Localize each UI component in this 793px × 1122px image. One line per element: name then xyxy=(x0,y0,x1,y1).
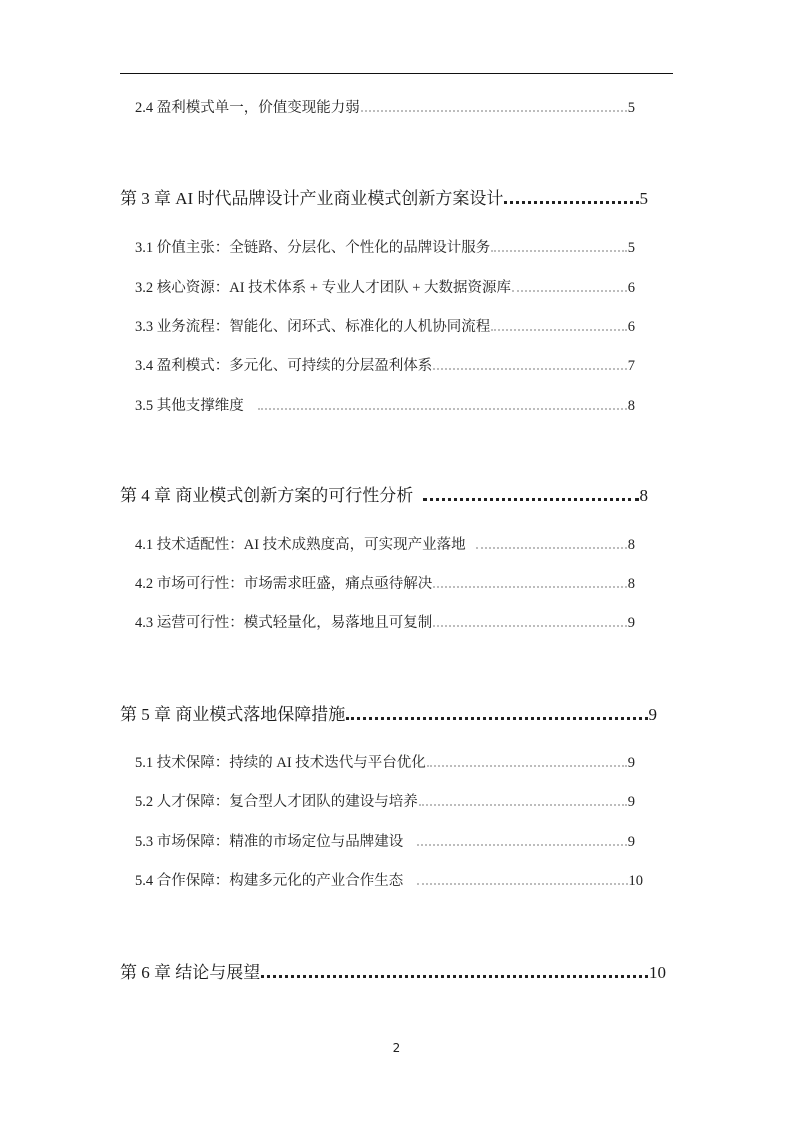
toc-entry-5-4[interactable] xyxy=(135,869,643,890)
toc-entry-3-3[interactable] xyxy=(135,315,635,336)
page-number: 2 xyxy=(392,1041,401,1055)
toc-entry-label: 4.2 市场可行性：市场需求旺盛，痛点亟待解决 xyxy=(135,576,433,592)
dot-leader xyxy=(417,844,627,846)
toc-entry-page: 8 xyxy=(627,537,635,553)
dot-leader xyxy=(491,329,627,331)
toc-entry-page: 5 xyxy=(627,240,635,256)
toc-chapter-5[interactable] xyxy=(120,700,657,725)
toc-entry-label: 3.4 盈利模式：多元化、可持续的分层盈利体系 xyxy=(135,358,433,374)
toc-entry-label: 3.3 业务流程：智能化、闭环式、标准化的人机协同流程 xyxy=(135,319,491,335)
dot-leader xyxy=(433,625,627,627)
dot-leader xyxy=(258,408,627,410)
toc-entry-4-2[interactable] xyxy=(135,572,635,593)
toc-entry-4-1[interactable] xyxy=(135,533,635,554)
toc-entry-page: 6 xyxy=(627,280,635,296)
toc-chapter-label: 第 5 章 商业模式落地保障措施 xyxy=(120,705,346,724)
toc-entry-label: 3.5 其他支撑维度 xyxy=(135,398,244,414)
toc-entry-5-2[interactable] xyxy=(135,790,635,811)
toc-chapter-label: 第 4 章 商业模式创新方案的可行性分析 xyxy=(120,486,414,505)
toc-chapter-label: 第 3 章 AI 时代品牌设计产业商业模式创新方案设计 xyxy=(120,189,504,208)
dot-leader xyxy=(346,717,647,720)
toc-chapter-3[interactable] xyxy=(120,184,648,209)
dot-leader xyxy=(504,201,638,204)
toc-entry-label: 5.2 人才保障：复合型人才团队的建设与培养 xyxy=(135,794,418,810)
dot-leader xyxy=(261,975,648,978)
toc-entry-label: 4.3 运营可行性：模式轻量化，易落地且可复制 xyxy=(135,615,433,631)
toc-entry-3-2[interactable] xyxy=(135,276,635,297)
toc-chapter-6[interactable] xyxy=(120,958,666,983)
toc-entry-page: 9 xyxy=(627,834,635,850)
toc-entry-page: 8 xyxy=(627,576,635,592)
toc-chapter-page: 8 xyxy=(639,486,648,505)
toc-entry-3-1[interactable] xyxy=(135,236,635,257)
toc-chapter-page: 9 xyxy=(648,705,657,724)
dot-leader xyxy=(419,804,627,806)
toc-entry-label: 3.2 核心资源：AI 技术体系 + 专业人才团队 + 大数据资源库 xyxy=(135,280,512,296)
dot-leader xyxy=(433,586,627,588)
toc-entry-5-3[interactable] xyxy=(135,830,635,851)
toc-entry-label: 5.3 市场保障：精准的市场定位与品牌建设 xyxy=(135,834,404,850)
toc-entry-label: 5.4 合作保障：构建多元化的产业合作生态 xyxy=(135,873,404,889)
toc-entry-4-3[interactable] xyxy=(135,611,635,632)
toc-entry-3-5[interactable] xyxy=(135,394,635,415)
toc-entry-page: 5 xyxy=(627,100,635,116)
toc-chapter-4[interactable] xyxy=(120,481,648,506)
toc-entry-page: 10 xyxy=(628,873,643,889)
dot-leader xyxy=(427,765,627,767)
toc-entry-page: 6 xyxy=(627,319,635,335)
dot-leader xyxy=(491,250,627,252)
dot-leader xyxy=(512,290,627,292)
toc-entry-5-1[interactable] xyxy=(135,751,635,772)
toc-chapter-page: 10 xyxy=(649,963,666,982)
toc-entry-page: 9 xyxy=(627,794,635,810)
toc-chapter-label: 第 6 章 结论与展望 xyxy=(120,963,261,982)
toc-entry-label: 3.1 价值主张：全链路、分层化、个性化的品牌设计服务 xyxy=(135,240,491,256)
dot-leader xyxy=(423,498,638,501)
toc-entry-3-4[interactable] xyxy=(135,354,635,375)
dot-leader xyxy=(361,110,627,112)
toc-entry-page: 9 xyxy=(627,755,635,771)
toc-entry-2-4[interactable] xyxy=(135,96,635,117)
toc-entry-page: 8 xyxy=(627,398,635,414)
dot-leader xyxy=(476,547,627,549)
dot-leader xyxy=(433,368,627,370)
toc-entry-label: 4.1 技术适配性：AI 技术成熟度高，可实现产业落地 xyxy=(135,537,466,553)
header-rule xyxy=(120,73,673,74)
toc-entry-page: 9 xyxy=(627,615,635,631)
toc-entry-label: 2.4 盈利模式单一，价值变现能力弱 xyxy=(135,100,360,116)
toc-entry-label: 5.1 技术保障：持续的 AI 技术迭代与平台优化 xyxy=(135,755,426,771)
toc-chapter-page: 5 xyxy=(639,189,648,208)
toc-entry-page: 7 xyxy=(627,358,635,374)
dot-leader xyxy=(417,883,627,885)
